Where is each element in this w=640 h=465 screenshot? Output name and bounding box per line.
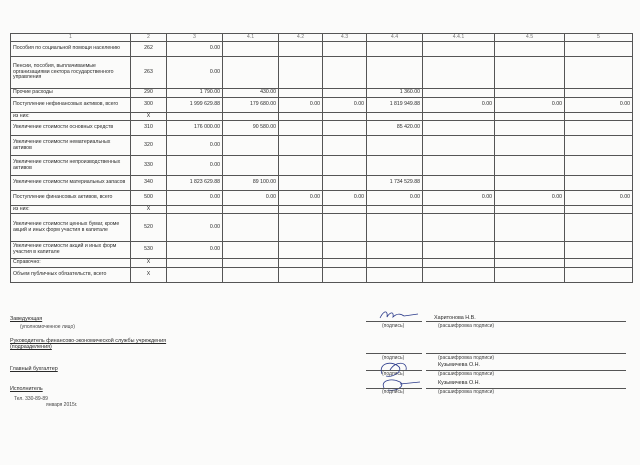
row-value-cell (565, 89, 633, 98)
row-value-cell (495, 89, 565, 98)
row-value-cell: 0.00 (323, 191, 367, 206)
row-code-cell: 290 (131, 89, 167, 98)
row-value-cell (167, 268, 223, 283)
table-row (11, 57, 633, 89)
row-code-cell: X (131, 206, 167, 214)
row-value-cell: 0.00 (167, 156, 223, 176)
table-row (11, 259, 633, 268)
row-value-cell (423, 242, 495, 259)
row-value-cell: 0.00 (167, 242, 223, 259)
row-value-cell (223, 113, 279, 121)
row-value-cell: 0.00 (167, 57, 223, 89)
row-value-cell: 0.00 (495, 191, 565, 206)
row-value-cell (423, 268, 495, 283)
row-name-cell: Объем публичных обязательств, всего (11, 268, 131, 283)
row-name-cell: Увеличение стоимости нематериальных активов (11, 136, 131, 156)
row-value-cell (223, 156, 279, 176)
row-value-cell (279, 259, 323, 268)
row-name-cell: из них: (11, 206, 131, 214)
row-value-cell (565, 214, 633, 242)
row-code-cell: 330 (131, 156, 167, 176)
column-header: 4.1 (223, 34, 279, 42)
row-value-cell: 0.00 (565, 191, 633, 206)
row-name-cell: Увеличение стоимости акций и иных форм участия в капитале (11, 242, 131, 259)
row-value-cell (495, 206, 565, 214)
row-value-cell (279, 156, 323, 176)
row-value-cell (323, 57, 367, 89)
row-value-cell (279, 214, 323, 242)
row-value-cell: 430.00 (223, 89, 279, 98)
row-value-cell (223, 136, 279, 156)
row-value-cell (367, 57, 423, 89)
row-value-cell (323, 42, 367, 57)
executor-phone: Тел. 330-89-89 (14, 396, 48, 402)
row-value-cell (223, 206, 279, 214)
row-value-cell (279, 136, 323, 156)
chief-podpis-caption: (подпись) (382, 371, 405, 377)
row-name-cell: Прочие расходы (11, 89, 131, 98)
row-name-cell: Справочно: (11, 259, 131, 268)
row-value-cell (423, 113, 495, 121)
row-value-cell (495, 176, 565, 191)
row-value-cell (565, 268, 633, 283)
fin-rasshifrovka-caption: (расшифровка подписи) (438, 355, 495, 361)
row-value-cell (279, 113, 323, 121)
head-podpis-caption: (подпись) (382, 323, 405, 329)
row-value-cell: 85 420.00 (367, 121, 423, 136)
row-value-cell (565, 259, 633, 268)
row-name-cell: из них: (11, 113, 131, 121)
row-value-cell (223, 242, 279, 259)
row-value-cell (495, 242, 565, 259)
row-value-cell: 0.00 (167, 191, 223, 206)
row-value-cell (423, 156, 495, 176)
row-value-cell (367, 268, 423, 283)
row-value-cell: 1 734 529.88 (367, 176, 423, 191)
row-value-cell (279, 242, 323, 259)
chief-accountant-title: Главный бухгалтер (10, 366, 58, 372)
row-name-cell: Поступление финансовых активов, всего (11, 191, 131, 206)
row-value-cell (223, 57, 279, 89)
row-value-cell (565, 42, 633, 57)
row-value-cell (279, 89, 323, 98)
fin-podpis-caption: (подпись) (382, 355, 405, 361)
executor-rasshifrovka-caption: (расшифровка подписи) (438, 389, 495, 395)
row-value-cell (495, 214, 565, 242)
row-value-cell (367, 214, 423, 242)
row-value-cell (423, 214, 495, 242)
row-code-cell: 520 (131, 214, 167, 242)
table-row (11, 113, 633, 121)
row-value-cell (323, 121, 367, 136)
head-signature-icon (378, 308, 422, 322)
column-header: 4.4 (367, 34, 423, 42)
row-value-cell (167, 206, 223, 214)
row-value-cell (279, 206, 323, 214)
row-value-cell (367, 42, 423, 57)
row-value-cell (565, 57, 633, 89)
report-date: января 2015г. (46, 402, 78, 408)
row-name-cell: Увеличение стоимости непроизводственных активов (11, 156, 131, 176)
table-row (11, 191, 633, 206)
row-value-cell (565, 136, 633, 156)
table-row (11, 98, 633, 113)
row-value-cell: 0.00 (367, 191, 423, 206)
column-header: 3 (167, 34, 223, 42)
row-value-cell (223, 268, 279, 283)
signature-block (10, 308, 630, 458)
row-code-cell: X (131, 268, 167, 283)
row-value-cell (279, 268, 323, 283)
column-header: 4.3 (323, 34, 367, 42)
row-value-cell (323, 113, 367, 121)
column-header: 1 (11, 34, 131, 42)
executor-podpis-caption: (подпись) (382, 389, 405, 395)
executor-name: Кузьмичева О.Н. (438, 380, 481, 386)
row-value-cell: 176 000.00 (167, 121, 223, 136)
row-value-cell (423, 42, 495, 57)
row-value-cell (495, 268, 565, 283)
row-value-cell (495, 156, 565, 176)
row-value-cell (367, 136, 423, 156)
table-row (11, 268, 633, 283)
row-value-cell: 0.00 (279, 98, 323, 113)
row-value-cell (367, 242, 423, 259)
row-value-cell: 179 680.00 (223, 98, 279, 113)
row-value-cell: 1 823 629.88 (167, 176, 223, 191)
row-name-cell: Пенсии, пособия, выплачиваемые организациями сектора государственного управления (11, 57, 131, 89)
row-value-cell (323, 268, 367, 283)
row-code-cell: 320 (131, 136, 167, 156)
row-value-cell (279, 57, 323, 89)
row-value-cell (423, 136, 495, 156)
column-header: 2 (131, 34, 167, 42)
table-row (11, 214, 633, 242)
row-code-cell: 310 (131, 121, 167, 136)
head-rasshifrovka-caption: (расшифровка подписи) (438, 323, 495, 329)
row-value-cell (167, 113, 223, 121)
row-name-cell: Увеличение стоимости основных средств (11, 121, 131, 136)
row-value-cell (565, 121, 633, 136)
table-row (11, 176, 633, 191)
table-row (11, 42, 633, 57)
table-header-row (11, 34, 633, 42)
row-value-cell: 0.00 (423, 191, 495, 206)
row-value-cell (495, 57, 565, 89)
row-value-cell (423, 176, 495, 191)
row-value-cell (495, 259, 565, 268)
row-code-cell: 262 (131, 42, 167, 57)
report-table (10, 33, 633, 283)
table-row (11, 89, 633, 98)
executor-title: Исполнитель (10, 386, 43, 392)
row-name-cell: Увеличение стоимости материальных запасов (11, 176, 131, 191)
row-value-cell: 1 360.00 (367, 89, 423, 98)
row-value-cell: 0.00 (495, 98, 565, 113)
row-value-cell (495, 121, 565, 136)
row-value-cell (323, 242, 367, 259)
row-value-cell (565, 113, 633, 121)
column-header: 4.4.1 (423, 34, 495, 42)
row-value-cell: 0.00 (223, 191, 279, 206)
row-value-cell (565, 176, 633, 191)
row-code-cell: 500 (131, 191, 167, 206)
row-value-cell (323, 136, 367, 156)
row-value-cell (367, 259, 423, 268)
row-code-cell: X (131, 259, 167, 268)
table-row (11, 156, 633, 176)
row-value-cell (279, 42, 323, 57)
row-value-cell (565, 206, 633, 214)
row-value-cell (223, 42, 279, 57)
row-code-cell: 530 (131, 242, 167, 259)
row-value-cell: 1 999 629.88 (167, 98, 223, 113)
row-value-cell (367, 156, 423, 176)
row-name-cell: Пособия по социальной помощи населению (11, 42, 131, 57)
column-header: 5 (565, 34, 633, 42)
table-row (11, 242, 633, 259)
column-header: 4.2 (279, 34, 323, 42)
fin-head-title: Руководитель финансово-экономической службы учреждения (подразделения) (10, 338, 167, 350)
row-code-cell: 300 (131, 98, 167, 113)
row-value-cell (323, 259, 367, 268)
row-value-cell (223, 214, 279, 242)
row-value-cell (323, 156, 367, 176)
row-value-cell: 90 580.00 (223, 121, 279, 136)
row-value-cell (495, 113, 565, 121)
row-name-cell: Увеличение стоимости ценных бумаг, кроме акций и иных форм участия в капитале (11, 214, 131, 242)
head-title: Заведующая (10, 316, 43, 322)
row-value-cell (223, 259, 279, 268)
row-value-cell: 1 790.00 (167, 89, 223, 98)
chief-accountant-name: Кузьмичева О.Н. (438, 362, 481, 368)
row-value-cell (167, 259, 223, 268)
table-row (11, 136, 633, 156)
row-value-cell (495, 42, 565, 57)
row-value-cell: 0.00 (323, 98, 367, 113)
row-name-cell: Поступление нефинансовых активов, всего (11, 98, 131, 113)
row-value-cell (323, 176, 367, 191)
row-value-cell: 0.00 (167, 214, 223, 242)
row-value-cell: 89 100.00 (223, 176, 279, 191)
row-value-cell: 0.00 (565, 98, 633, 113)
row-code-cell: X (131, 113, 167, 121)
row-value-cell (423, 89, 495, 98)
row-value-cell (323, 89, 367, 98)
row-value-cell: 1 819 949.88 (367, 98, 423, 113)
row-value-cell (565, 242, 633, 259)
row-code-cell: 263 (131, 57, 167, 89)
row-code-cell: 340 (131, 176, 167, 191)
table-body (11, 42, 633, 283)
table-row (11, 121, 633, 136)
row-value-cell (367, 113, 423, 121)
row-value-cell (367, 206, 423, 214)
row-value-cell: 0.00 (279, 191, 323, 206)
row-value-cell (423, 57, 495, 89)
row-value-cell (423, 206, 495, 214)
row-value-cell (279, 121, 323, 136)
row-value-cell (323, 206, 367, 214)
row-value-cell (279, 176, 323, 191)
table-row (11, 206, 633, 214)
head-note: (уполномоченное лицо) (20, 324, 75, 330)
head-name: Харитонова Н.В. (434, 315, 476, 321)
row-value-cell (423, 121, 495, 136)
row-value-cell (423, 259, 495, 268)
row-value-cell: 0.00 (167, 136, 223, 156)
row-value-cell (495, 136, 565, 156)
row-value-cell: 0.00 (167, 42, 223, 57)
chief-rasshifrovka-caption: (расшифровка подписи) (438, 371, 495, 377)
row-value-cell: 0.00 (423, 98, 495, 113)
row-value-cell (323, 214, 367, 242)
row-value-cell (565, 156, 633, 176)
report-sheet (10, 33, 632, 283)
column-header: 4.5 (495, 34, 565, 42)
